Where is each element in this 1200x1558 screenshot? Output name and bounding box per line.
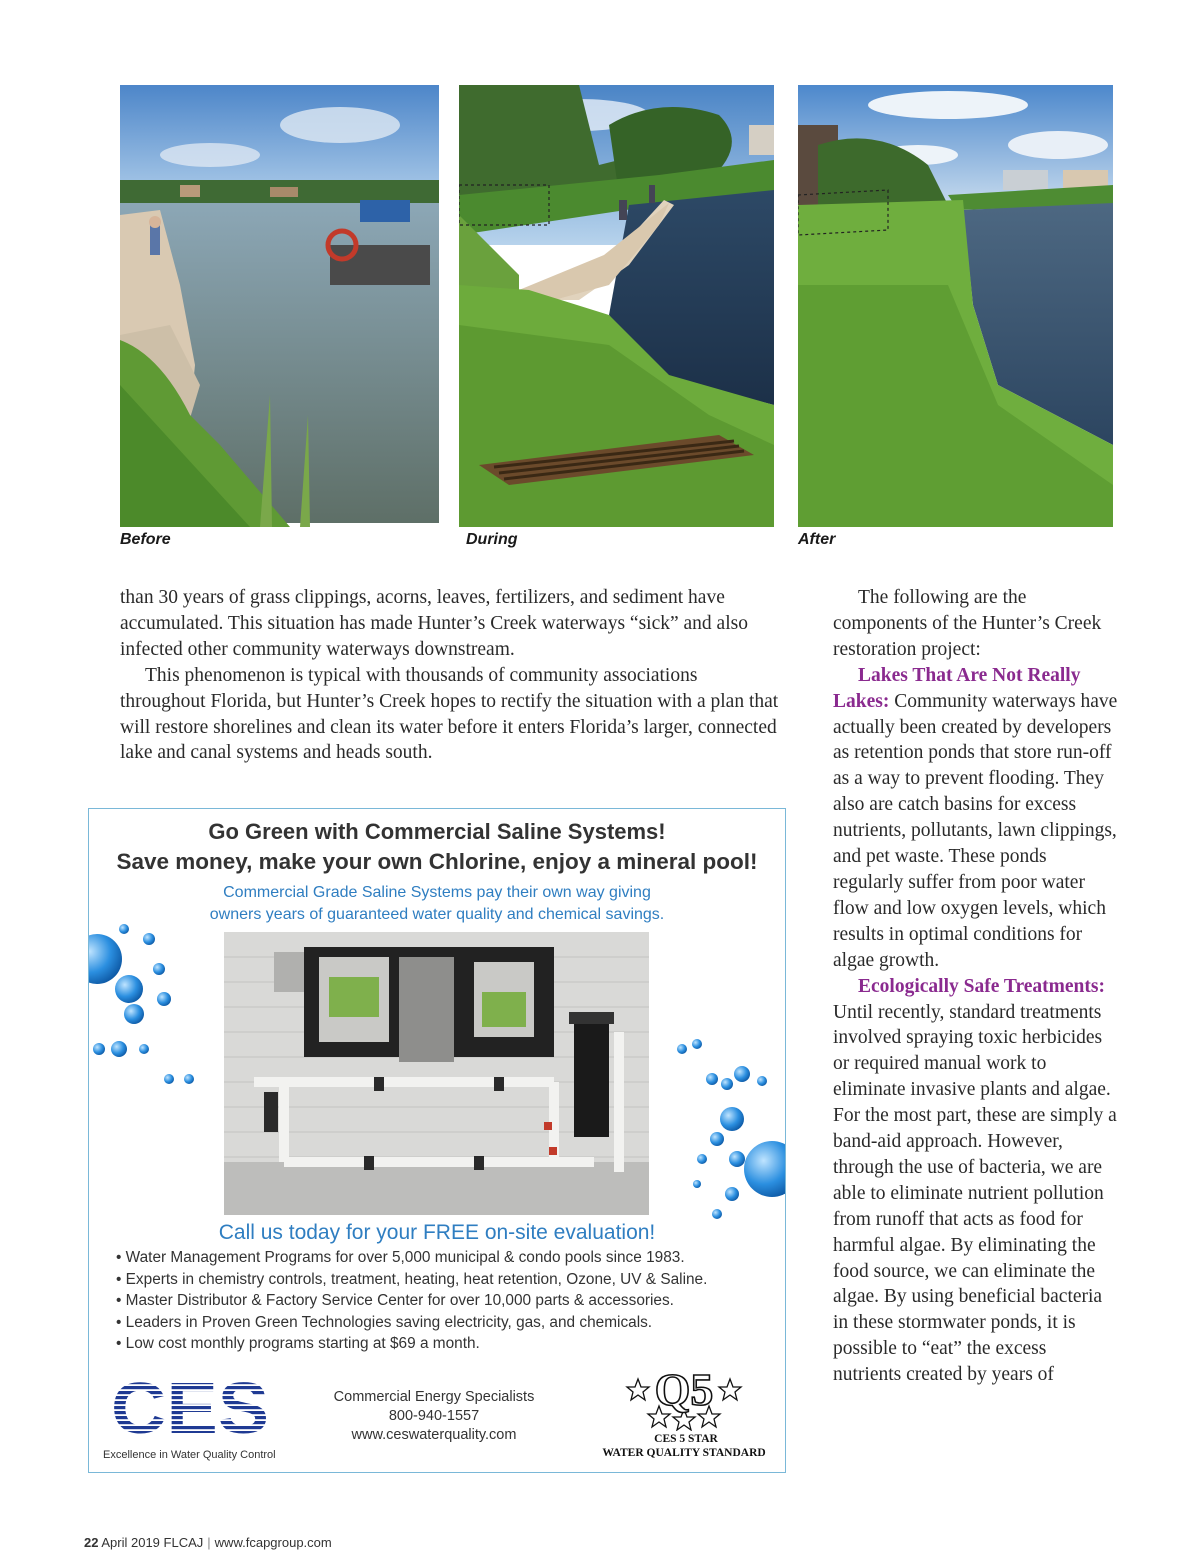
bubbles-decoration-right [677, 1019, 786, 1239]
article-section [833, 663, 1118, 974]
article-paragraph: than 30 years of grass clippings, acorns, leaves, fertilizers, and sediment have accumulated. This situation has made Hunter’s Creek waterways “sick” and also infected other community waterways downstream. [120, 587, 748, 660]
company-name: Commercial Energy Specialists [333, 1389, 535, 1405]
ad-bullet: • Low cost monthly programs starting at $69 a month. [116, 1333, 707, 1355]
bubbles-decoration-left [89, 899, 199, 1099]
ad-bullet: • Master Distributor & Factory Service Center for over 10,000 parts & accessories. [116, 1290, 707, 1312]
article-intro: The following are the components of the Hunter’s Creek restoration project: [833, 587, 1102, 660]
ces-logo-text: CES [111, 1371, 269, 1441]
ad-bullet: • Experts in chemistry controls, treatment, heating, heat retention, Ozone, UV & Saline. [116, 1269, 707, 1291]
section-body: Community waterways have actually been created by developers as retention ponds that store run-off as a way to prevent flooding. They also are catch basins for excess nutrients, pollutants, lawn clippings, and pet waste. These ponds regularly suffer from poor water flow and low oxygen levels, which results in optimal conditions for algae growth. [833, 690, 1118, 971]
q5-mark-text: Q5 [654, 1364, 714, 1415]
ad-headline: Go Green with Commercial Saline Systems! [208, 819, 666, 844]
q5-label-secondary: WATER QUALITY STANDARD [602, 1447, 766, 1459]
section-heading: Ecologically Safe Treatments: [858, 975, 1105, 997]
ad-subheading: Commercial Grade Saline Systems pay their own way giving [223, 884, 651, 901]
ces-logo [109, 1371, 271, 1441]
q5-star-logo [624, 1361, 744, 1431]
advertisement [88, 808, 786, 1473]
ces-tagline: Excellence in Water Quality Control [103, 1449, 276, 1461]
saline-system-photo [224, 932, 649, 1215]
issue-date: April 2019 [101, 1535, 160, 1550]
page-number: 22 [84, 1535, 99, 1550]
ad-bullet-list [116, 1247, 707, 1355]
ad-bullet: • Water Management Programs for over 5,000 municipal & condo pools since 1983. [116, 1247, 707, 1269]
section-heading: Lakes That Are Not Really Lakes: [833, 664, 1081, 712]
publication-website: www.fcapgroup.com [214, 1535, 332, 1550]
ad-subheading: owners years of guaranteed water quality and chemical savings. [209, 906, 665, 923]
caption-during: During [466, 531, 518, 548]
footer-separator: | [207, 1535, 211, 1550]
publication-name: FLCAJ [163, 1535, 204, 1550]
photo-after [798, 85, 1113, 527]
caption-after: After [798, 531, 836, 548]
company-phone: 800-940-1557 [388, 1408, 480, 1424]
article-left-column [120, 585, 780, 766]
q5-label: CES 5 STAR [654, 1433, 718, 1445]
photo-before [120, 85, 439, 527]
ad-bullet: • Leaders in Proven Green Technologies saving electricity, gas, and chemicals. [116, 1312, 707, 1334]
photo-during [459, 85, 774, 527]
ad-call-to-action: Call us today for your FREE on-site evaluation! [218, 1221, 656, 1244]
article-section [833, 974, 1118, 1389]
section-body: Until recently, standard treatments involved spraying toxic herbicides or required manual work to eliminate invasive plants and algae. For the most part, these are simply a band-aid approach. However, through the use of bacteria, we are able to eliminate nutrient pollution from runoff that acts as food for harmful algae. By eliminating the food source, we can eliminate the algae. By using beneficial bacteria in these stormwater ponds, it is possible to “eat” the excess nutrients created by years of [833, 1001, 1117, 1386]
company-website: www.ceswaterquality.com [351, 1427, 517, 1443]
page-footer [84, 1535, 332, 1550]
caption-before: Before [120, 531, 171, 548]
article-right-column [833, 585, 1118, 1388]
ad-headline-secondary: Save money, make your own Chlorine, enjoy a mineral pool! [116, 849, 758, 874]
article-paragraph: This phenomenon is typical with thousands of community associations throughout Florida, but Hunter’s Creek hopes to rectify the situation with a plan that will restore shorelines and clean its water before it enters Florida’s larger, connected lake and canal systems and heads south. [120, 664, 779, 764]
